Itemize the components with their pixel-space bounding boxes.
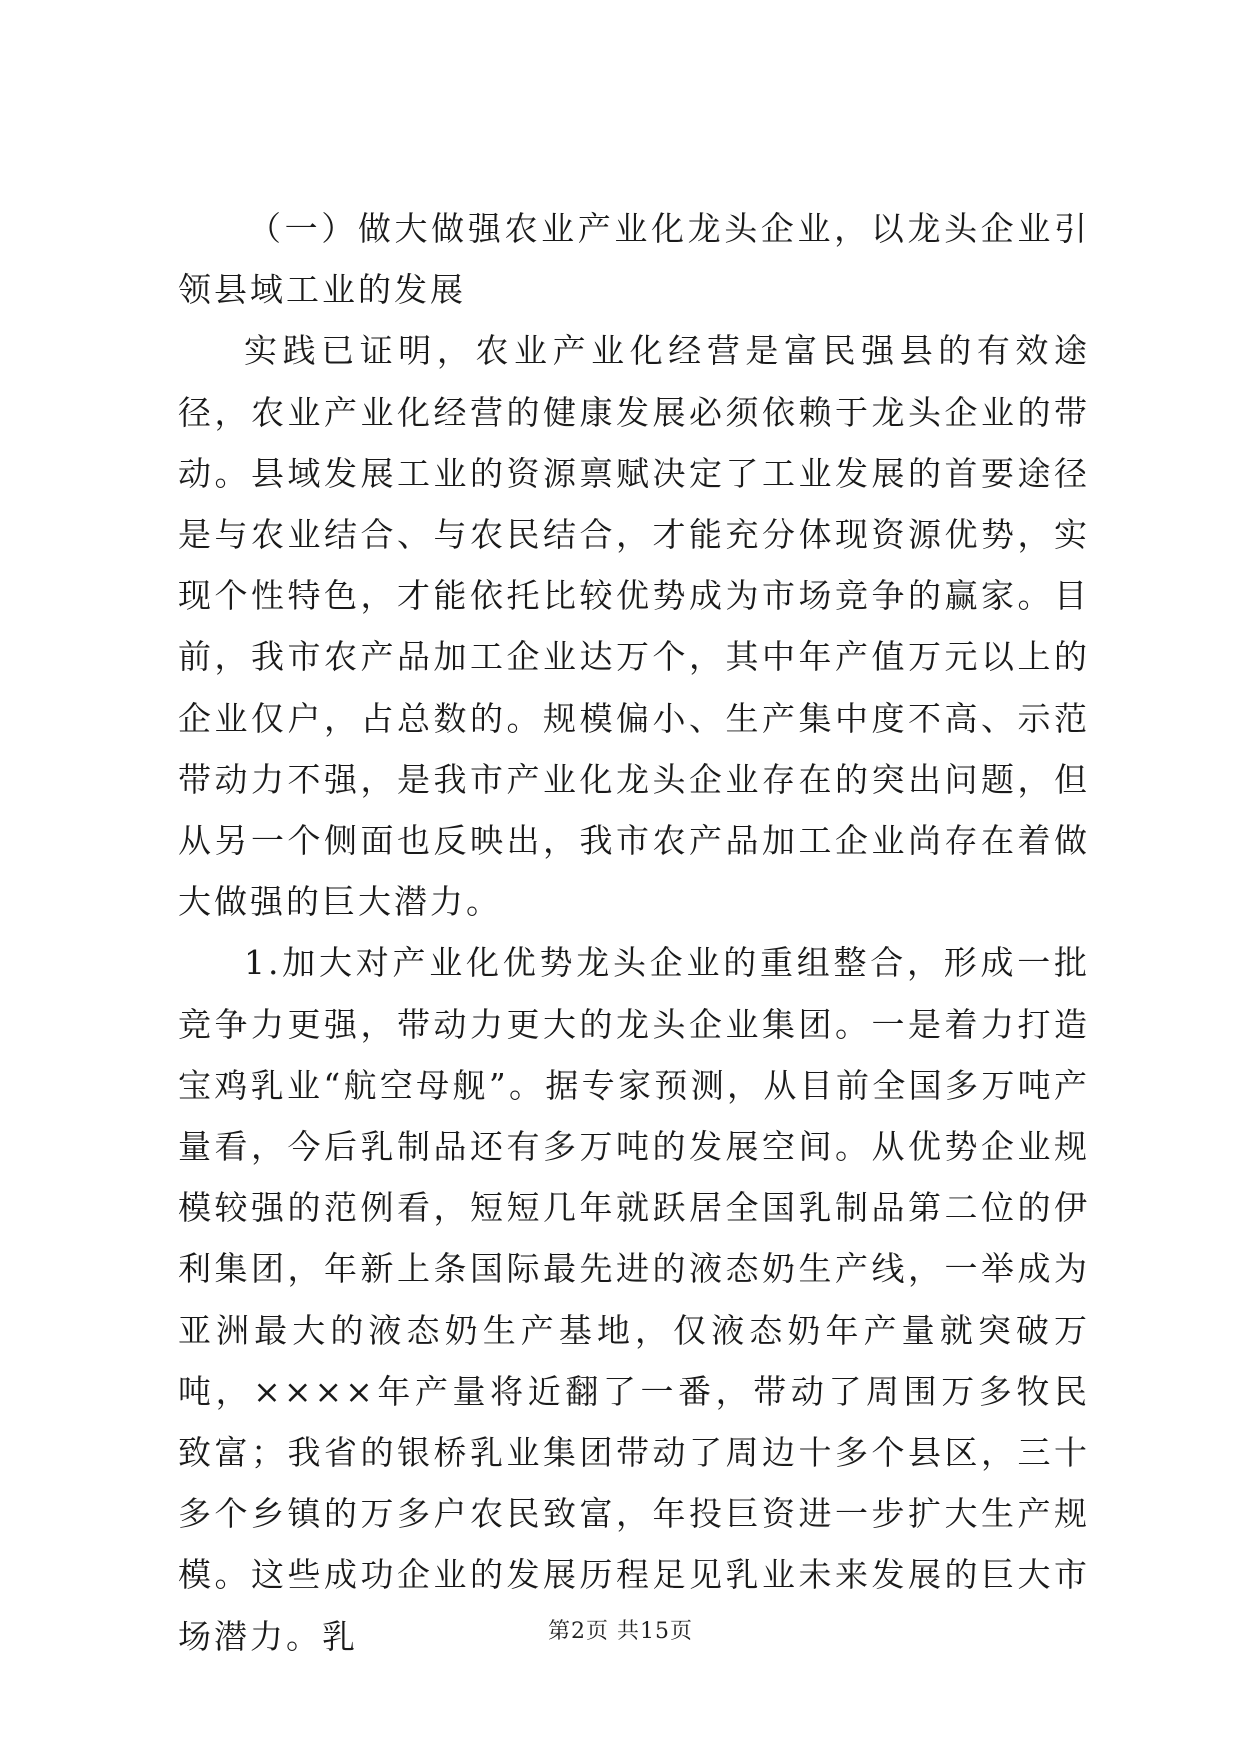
document-body	[178, 198, 1090, 1667]
body-paragraph: 1.加大对产业化优势龙头企业的重组整合，形成一批竞争力更强，带动力更大的龙头企业集团。一是着力打造宝鸡乳业“航空母舰”。据专家预测，从目前全国多万吨产量看，今后乳制品还有多万吨的发展空间。从优势企业规模较强的范例看，短短几年就跃居全国乳制品第二位的伊利集团，年新上条国际最先进的液态奶生产线，一举成为亚洲最大的液态奶生产基地，仅液态奶年产量就突破万吨，××××年产量将近翻了一番，带动了周围万多牧民致富；我省的银桥乳业集团带动了周边十多个县区，三十多个乡镇的万多户农民致富，年投巨资进一步扩大生产规模。这些成功企业的发展历程足见乳业未来发展的巨大市场潜力。乳	[178, 943, 1090, 1656]
page-number-footer: 第2页 共15页	[548, 1619, 693, 1644]
section-heading: （一）做大做强农业产业化龙头企业，以龙头企业引领县域工业的发展	[178, 209, 1090, 310]
body-paragraph: 实践已证明，农业产业化经营是富民强县的有效途径，农业产业化经营的健康发展必须依赖于龙头企业的带动。县域发展工业的资源禀赋决定了工业发展的首要途径是与农业结合、与农民结合，才能充分体现资源优势，实现个性特色，才能依托比较优势成为市场竞争的赢家。目前，我市农产品加工企业达万个，其中年产值万元以上的企业仅户，占总数的。规模偏小、生产集中度不高、示范带动力不强，是我市产业化龙头企业存在的突出问题，但从另一个侧面也反映出，我市农产品加工企业尚存在着做大做强的巨大潜力。	[178, 331, 1090, 922]
